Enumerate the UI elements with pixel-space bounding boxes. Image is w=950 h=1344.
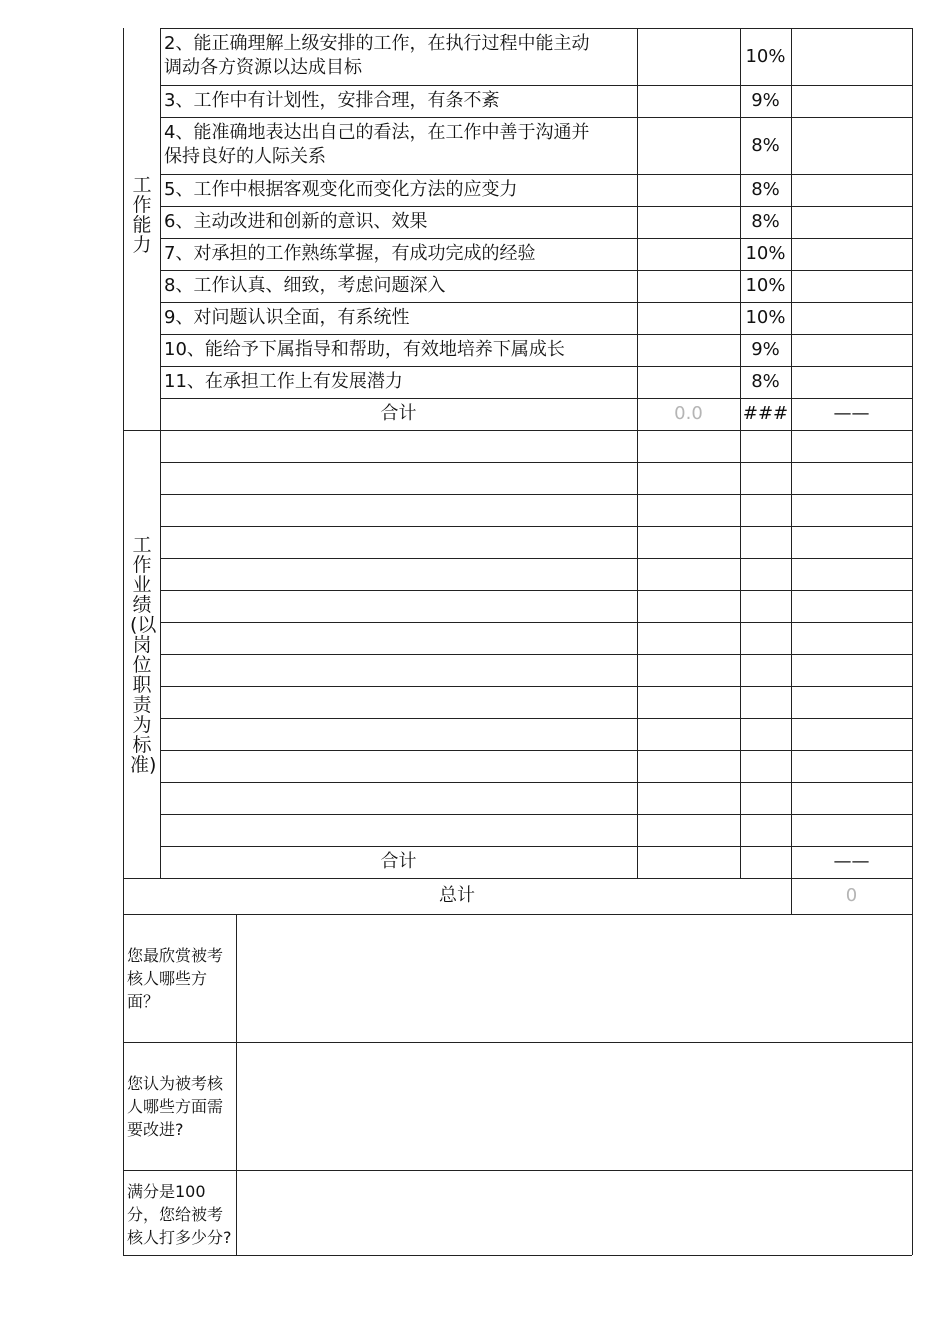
performance-score-cell[interactable] (638, 559, 739, 589)
grid-line (791, 28, 792, 914)
ability-item-score-cell[interactable] (638, 175, 739, 205)
performance-score-cell[interactable] (638, 431, 739, 461)
ability-item-score-cell[interactable] (638, 239, 739, 269)
performance-weight-cell[interactable] (741, 431, 790, 461)
performance-weight-cell[interactable] (741, 623, 790, 653)
performance-weight-cell[interactable] (741, 591, 790, 621)
ability-item-score-cell[interactable] (638, 335, 739, 365)
ability-item-text: 7、对承担的工作熟练掌握，有成功完成的经验 (164, 243, 536, 264)
performance-remark-cell[interactable] (792, 559, 911, 589)
ability-item-score-cell[interactable] (638, 303, 739, 333)
ability-item-remark-cell[interactable] (792, 175, 911, 205)
ability-section-label: 工作能力 (132, 174, 152, 256)
grand-total-label: 总计 (439, 885, 475, 906)
answer-field[interactable] (237, 915, 911, 1041)
ability-item-text: 9、对问题认识全面，有系统性 (164, 307, 410, 328)
performance-remark-cell[interactable] (792, 623, 911, 653)
ability-item-text: 10、能给予下属指导和帮助，有效地培养下属成长 (164, 339, 565, 360)
performance-item-cell[interactable] (161, 431, 636, 461)
performance-score-cell[interactable] (638, 591, 739, 621)
ability-total-score: 0.0 (674, 403, 703, 424)
performance-weight-cell[interactable] (741, 559, 790, 589)
ability-item-remark-cell[interactable] (792, 335, 911, 365)
performance-weight-cell[interactable] (741, 719, 790, 749)
ability-item-weight: 8% (751, 179, 780, 200)
performance-remark-cell[interactable] (792, 463, 911, 493)
grid-line (123, 1255, 912, 1256)
performance-item-cell[interactable] (161, 623, 636, 653)
ability-item-weight: 8% (751, 211, 780, 232)
performance-section-label: 工作业绩(以岗位职责为标准) (130, 534, 157, 776)
performance-score-cell[interactable] (638, 815, 739, 845)
ability-item-remark-cell[interactable] (792, 86, 911, 116)
answer-field[interactable] (237, 1043, 911, 1169)
performance-score-cell[interactable] (638, 783, 739, 813)
performance-remark-cell[interactable] (792, 687, 911, 717)
grand-total-value: 0 (845, 885, 858, 906)
grid-line (637, 28, 638, 878)
performance-remark-cell[interactable] (792, 751, 911, 781)
grid-line (160, 846, 912, 847)
grid-line-left (123, 28, 124, 1255)
ability-item-text: 11、在承担工作上有发展潜力 (164, 371, 403, 392)
grid-line (160, 28, 161, 878)
question-label: 您最欣赏被考核人哪些方面？ (127, 946, 224, 1011)
question-label: 您认为被考核人哪些方面需要改进? (127, 1074, 224, 1139)
ability-item-remark-cell[interactable] (792, 207, 911, 237)
ability-item-weight: 10% (745, 275, 786, 296)
grid-line (160, 398, 912, 399)
ability-item-remark-cell[interactable] (792, 29, 911, 84)
ability-item-text: 保持良好的人际关系 (164, 146, 326, 167)
performance-remark-cell[interactable] (792, 719, 911, 749)
ability-item-score-cell[interactable] (638, 207, 739, 237)
performance-item-cell[interactable] (161, 783, 636, 813)
performance-score-cell[interactable] (638, 495, 739, 525)
performance-item-cell[interactable] (161, 719, 636, 749)
ability-item-score-cell[interactable] (638, 367, 739, 397)
performance-score-cell[interactable] (638, 655, 739, 685)
ability-item-remark-cell[interactable] (792, 303, 911, 333)
ability-item-text: 3、工作中有计划性，安排合理，有条不紊 (164, 90, 500, 111)
performance-item-cell[interactable] (161, 687, 636, 717)
ability-item-weight: 10% (745, 46, 786, 67)
performance-item-cell[interactable] (161, 559, 636, 589)
grid-line (236, 914, 237, 1255)
ability-item-text: 调动各方资源以达成目标 (164, 57, 362, 78)
question-label: 满分是100分，您给被考核人打多少分? (127, 1182, 232, 1247)
ability-item-score-cell[interactable] (638, 86, 739, 116)
ability-item-remark-cell[interactable] (792, 367, 911, 397)
ability-item-weight: 8% (751, 135, 780, 156)
performance-item-cell[interactable] (161, 591, 636, 621)
performance-item-cell[interactable] (161, 815, 636, 845)
ability-item-score-cell[interactable] (638, 118, 739, 173)
performance-item-cell[interactable] (161, 527, 636, 557)
ability-item-weight: 10% (745, 307, 786, 328)
performance-score-cell[interactable] (638, 751, 739, 781)
performance-weight-cell[interactable] (741, 463, 790, 493)
section-divider (123, 878, 912, 879)
performance-total-label: 合计 (380, 851, 417, 872)
performance-remark-cell[interactable] (792, 591, 911, 621)
performance-score-cell[interactable] (638, 463, 739, 493)
ability-item-remark-cell[interactable] (792, 239, 911, 269)
ability-item-score-cell[interactable] (638, 29, 739, 84)
performance-weight-cell[interactable] (741, 783, 790, 813)
performance-item-cell[interactable] (161, 495, 636, 525)
ability-total-dash: —— (833, 403, 870, 424)
ability-total-weight: ### (742, 403, 789, 424)
performance-score-cell[interactable] (638, 527, 739, 557)
performance-remark-cell[interactable] (792, 527, 911, 557)
ability-item-text: 6、主动改进和创新的意识、效果 (164, 211, 428, 232)
ability-item-remark-cell[interactable] (792, 271, 911, 301)
performance-remark-cell[interactable] (792, 783, 911, 813)
performance-item-cell[interactable] (161, 463, 636, 493)
performance-remark-cell[interactable] (792, 431, 911, 461)
grid-line (740, 28, 741, 878)
performance-score-cell[interactable] (638, 719, 739, 749)
performance-weight-cell[interactable] (741, 687, 790, 717)
ability-item-text: 8、工作认真、细致，考虑问题深入 (164, 275, 446, 296)
ability-item-text: 5、工作中根据客观变化而变化方法的应变力 (164, 179, 518, 200)
performance-item-cell[interactable] (161, 751, 636, 781)
performance-score-cell[interactable] (638, 687, 739, 717)
ability-item-text: 2、能正确理解上级安排的工作，在执行过程中能主动 (164, 33, 590, 54)
performance-weight-cell[interactable] (741, 655, 790, 685)
ability-item-text: 4、能准确地表达出自己的看法，在工作中善于沟通并 (164, 122, 590, 143)
answer-field[interactable] (237, 1171, 911, 1254)
ability-item-weight: 8% (751, 371, 780, 392)
grid-line-right (912, 28, 913, 1255)
performance-remark-cell[interactable] (792, 655, 911, 685)
performance-score-cell[interactable] (638, 623, 739, 653)
performance-weight-cell[interactable] (741, 815, 790, 845)
ability-item-remark-cell[interactable] (792, 118, 911, 173)
ability-total-label: 合计 (380, 403, 417, 424)
performance-remark-cell[interactable] (792, 495, 911, 525)
performance-weight-cell[interactable] (741, 495, 790, 525)
ability-item-score-cell[interactable] (638, 271, 739, 301)
performance-weight-cell[interactable] (741, 751, 790, 781)
ability-item-weight: 9% (751, 90, 780, 111)
performance-item-cell[interactable] (161, 655, 636, 685)
performance-remark-cell[interactable] (792, 815, 911, 845)
ability-item-weight: 9% (751, 339, 780, 360)
ability-item-weight: 10% (745, 243, 786, 264)
performance-total-dash: —— (833, 851, 870, 872)
performance-weight-cell[interactable] (741, 527, 790, 557)
